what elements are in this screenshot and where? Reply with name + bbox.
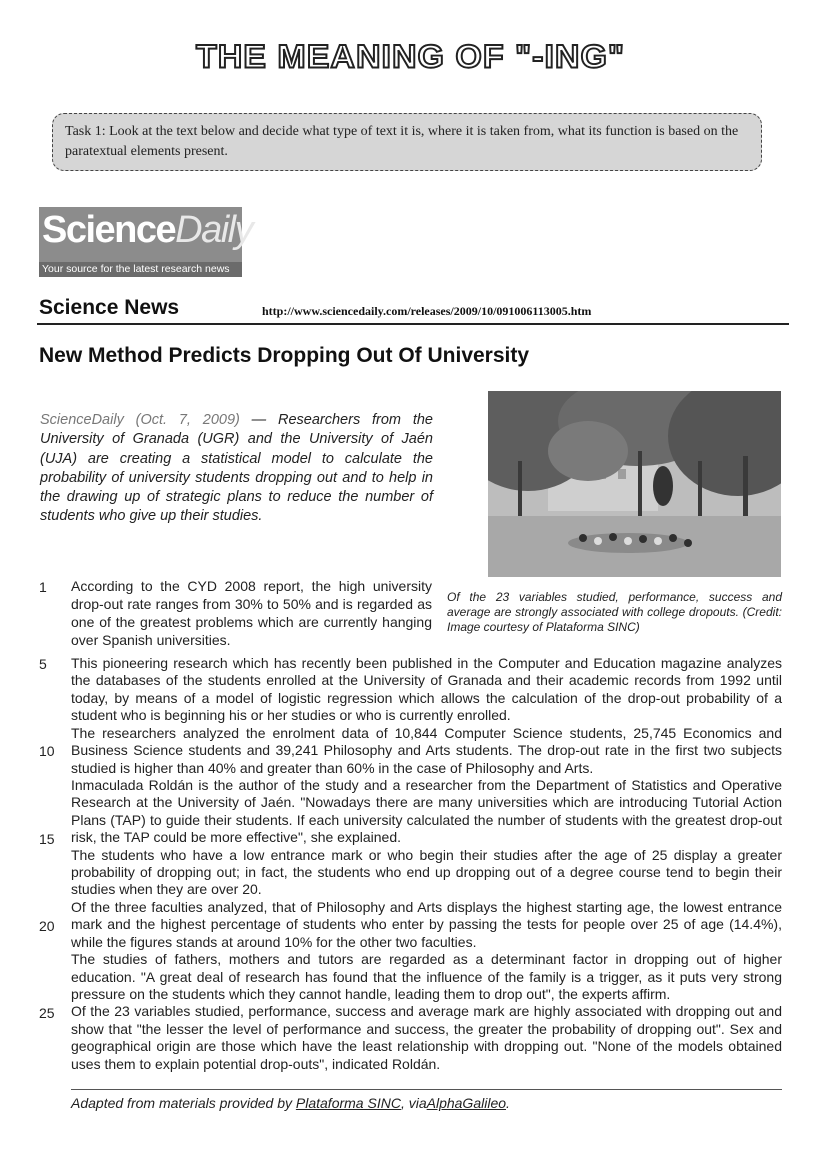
line-number: 25 (39, 1005, 55, 1021)
paragraph: Inmaculada Roldán is the author of the study and a researcher from the Department of Statistics and Operative Research at the University of Jaén. "Nowadays there are many universities which are introducing Tutorial Action Plans (TAP) to guide their students. If each university calculated the number of students with the greatest drop-out risk, the TAP could be more effective", she explained. (71, 776, 782, 846)
logo-tagline: Your source for the latest research news (39, 262, 242, 277)
sciencedaily-logo (39, 207, 253, 277)
credit-prefix: Adapted from materials provided by (71, 1095, 296, 1111)
logo-name-light: Daily (175, 209, 253, 251)
credit-suffix: . (506, 1095, 510, 1111)
source-credit (71, 1095, 510, 1111)
alphagalileo-link[interactable]: AlphaGalileo (426, 1095, 507, 1111)
line-number: 15 (39, 831, 55, 847)
article-headline: New Method Predicts Dropping Out Of University (39, 344, 530, 367)
paragraph: The studies of fathers, mothers and tutors are regarded as a determinant factor in dropping out of higher education. "A great deal of research has found that the influence of the family is a trigger, as it puts very strong pressure on the students which they cannot handle, leading them to drop out", the experts affirm. (71, 951, 782, 1003)
plataforma-sinc-link[interactable]: Plataforma SINC (295, 1095, 401, 1111)
paragraph: The researchers analyzed the enrolment data of 10,844 Computer Science students, 25,745 Economics and Business Science students and 39,241 Philosophy and Arts students. The drop-out rate in the first two subjects studied is higher than 40% and greater than 60% in the case of Philosophy and Arts. (71, 724, 782, 776)
section-title: Science News (39, 296, 180, 319)
line-number: 20 (39, 918, 55, 934)
logo-wordmark (42, 209, 252, 252)
line-number: 5 (39, 656, 47, 672)
lead-text: — Researchers from the University of Granada (UGR) and the University of Jaén (UJA) are creating a statistical model to calculate the probability of university students dropping out and to help in the drawing up of strategic plans to reduce the number of students who give up their studies. (40, 412, 433, 525)
article-body (71, 655, 782, 1073)
article-photo (488, 391, 781, 577)
footer-rule (71, 1089, 782, 1090)
lead-source: ScienceDaily (Oct. 7, 2009) (40, 412, 240, 428)
worksheet-title: THE MEANING OF "-ING" (195, 38, 626, 76)
line-number: 10 (39, 743, 55, 759)
article-lead (40, 411, 433, 527)
header-rule (37, 323, 789, 325)
credit-middle: , via (400, 1095, 427, 1111)
paragraph: Of the 23 variables studied, performance, success and average mark are highly associated with dropping out and show that "the lesser the level of performance and success, the greater the probability of dropping out". Sex and geographical origin are those which have the least relationship with dropping out. "None of the models obtained uses them to explain potential drop-outs", indicated Roldán. (71, 1003, 782, 1072)
photo-caption: Of the 23 variables studied, performance, success and average are strongly associated with college dropouts. (Credit: Image courtesy of Plataforma SINC) (447, 590, 782, 634)
source-url: http://www.sciencedaily.com/releases/2009/10/091006113005.htm (262, 304, 592, 318)
logo-name-bold: Science (42, 209, 176, 251)
paragraph: According to the CYD 2008 report, the high university drop-out rate ranges from 30% to 50% and is regarded as one of the greatest problems which are currently hanging over Spanish universities. (71, 578, 432, 648)
line-number: 1 (39, 579, 47, 595)
task-box: Task 1: Look at the text below and decide what type of text it is, where it is taken from, what its function is based on the paratextual elements present. (52, 113, 762, 171)
park-photo-illustration (488, 391, 781, 577)
paragraph: Of the three faculties analyzed, that of Philosophy and Arts displays the highest starting age, the lowest entrance mark and the highest percentage of students who enter by passing the tests for people over 25 of age (14.4%), while the figures stands at around 10% for the other two faculties. (71, 898, 782, 950)
paragraph: The students who have a low entrance mark or who begin their studies after the age of 25 display a greater probability of dropping out; in fact, the students who end up dropping out of a degree course tend to begin their studies when they are over 20. (71, 846, 782, 898)
article-body-top (71, 577, 432, 649)
paragraph: This pioneering research which has recently been published in the Computer and Education magazine analyzes the databases of the students enrolled at the University of Granada and their academic records from 1992 until today, by means of a model of logistic regression which allows the calculation of the drop-out probability of a student who is beginning his or her studies or who is currently enrolled. (71, 655, 782, 724)
